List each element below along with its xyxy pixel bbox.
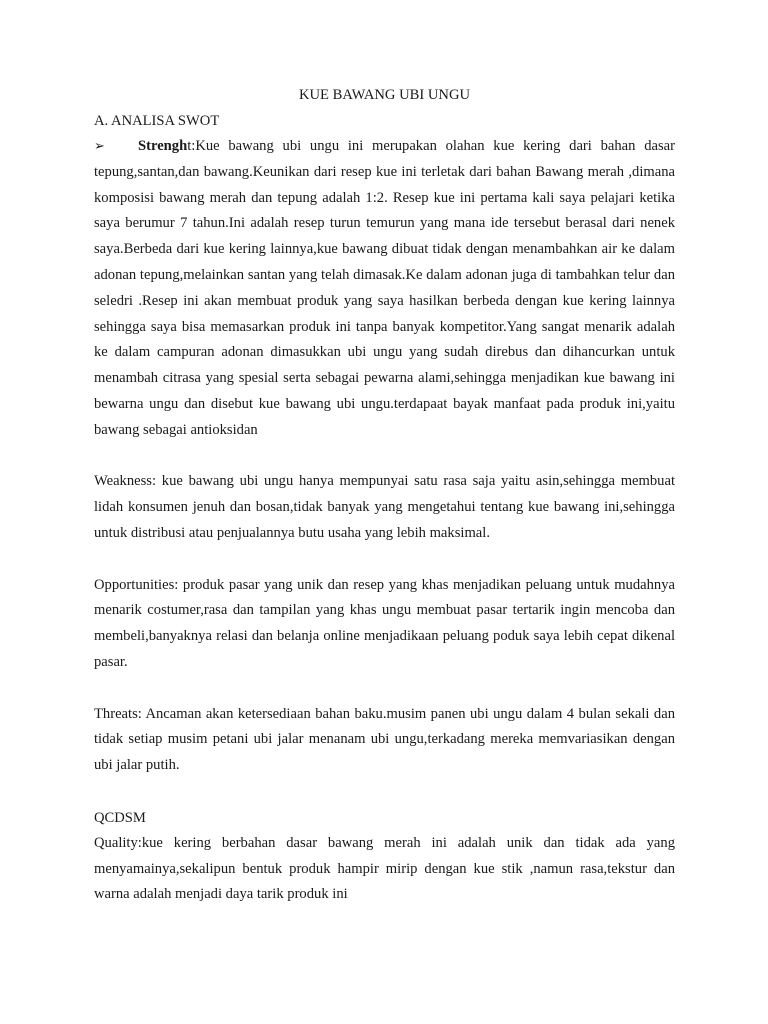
spacer [94,444,675,470]
spacer [94,547,675,573]
section-heading-qcdsm: QCDSM [94,809,146,826]
spacer [94,676,675,702]
strength-paragraph [94,134,675,444]
threats-paragraph: Threats: Ancaman akan ketersediaan bahan baku.musim panen ubi ungu dalam 4 bulan sekali dan tidak setiap musim petani ubi jalar menanam ubi ungu,terkadang mereka memvariasikan dengan ubi jalar putih. [94,705,675,774]
section-heading-swot: A. ANALISA SWOT [94,113,220,129]
quality-paragraph: Quality:kue kering berbahan dasar bawang merah ini adalah unik dan tidak ada yang menyamainya,sekalipun bentuk produk hampir mirip dengan kue stik ,namun rasa,tekstur dan warna adalah menjadi daya tarik produk ini [94,834,675,903]
spacer [94,779,675,805]
strength-text: Kue bawang ubi ungu ini merupakan olahan kue kering dari bahan dasar tepung,santan,dan bawang.Keunikan dari resep kue ini terletak dari bahan Bawang merah ,dimana komposisi bawang merah dan tepung adalah 1:2. Resep kue ini pertama kali saya pelajari ketika saya berumur 7 tahun.Ini adalah resep turun temurun yang mana ide tersebut berasal dari nenek saya.Berbeda dari kue kering lainnya,kue bawang dibuat tidak dengan menambahkan air ke dalam adonan tepung,melainkan santan yang telah dimasak.Ke dalam adonan juga di tambahkan telur dan seledri .Resep ini akan membuat produk yang saya hasilkan berbeda dengan kue kering lainnya sehingga saya bisa memasarkan produk ini tanpa banyak kompetitor.Yang sangat menarik adalah ke dalam campuran adonan dimasukkan ubi ungu yang sudah direbus dan dihancurkan untuk menambah citrasa yang spesial serta sebagai pewarna alami,sehingga menjadikan kue bawang ini bewarna ungu dan disebut kue bawang ubi ungu.terdapaat bayak manfaat pada produk ini,yaitu bawang sebagai antioksidan [94,138,675,438]
strength-label-rest: t: [187,138,196,154]
opportunities-paragraph: Opportunities: produk pasar yang unik dan resep yang khas menjadikan peluang untuk mudahnya menarik costumer,rasa dan tampilan yang khas ungu membuat pasar tertarik ingin mencoba dan membeli,banyaknya relasi dan belanja online menjadikaan peluang poduk saya lebih cepat dikenal pasar. [94,576,675,670]
arrowhead-bullet-icon: ➢ [94,139,105,154]
document-title: KUE BAWANG UBI UNGU [298,87,471,103]
weakness-paragraph: Weakness: kue bawang ubi ungu hanya mempunyai satu rasa saja yaitu asin,sehingga membuat lidah konsumen jenuh dan bosan,tidak banyak yang mengetahui tentang kue bawang ini,sehingga untuk distribusi atau penjualannya butu usaha yang lebih maksimal. [94,473,675,541]
strength-label-bold: Strengh [138,138,188,154]
